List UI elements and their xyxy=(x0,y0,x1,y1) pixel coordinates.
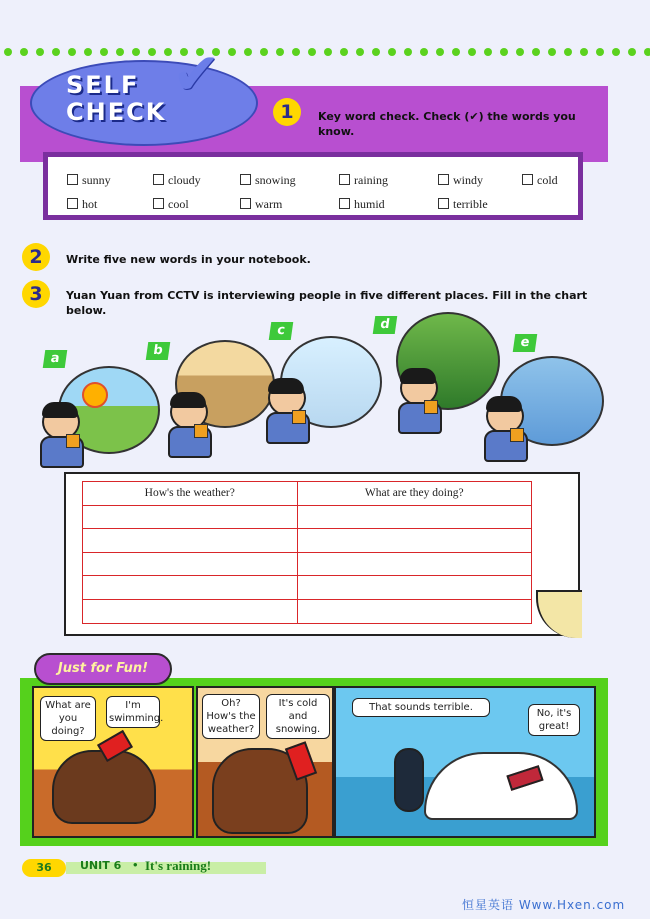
dot xyxy=(164,48,172,56)
speech-bubble: That sounds terrible. xyxy=(352,698,490,717)
title-line1: SELF xyxy=(66,71,140,99)
word-check-item[interactable]: hot xyxy=(67,197,97,212)
checkbox[interactable] xyxy=(153,174,164,185)
bear-illustration xyxy=(52,750,156,824)
penguin-illustration xyxy=(394,748,424,812)
weather-activity-chart xyxy=(82,481,532,624)
checkbox[interactable] xyxy=(339,174,350,185)
picture-label-e: e xyxy=(513,334,538,352)
dot xyxy=(532,48,540,56)
checkbox[interactable] xyxy=(339,198,350,209)
dot xyxy=(100,48,108,56)
bullet-separator: • xyxy=(133,857,138,872)
word-check-item[interactable]: snowing xyxy=(240,173,296,188)
dot xyxy=(372,48,380,56)
reporter-illustration xyxy=(480,398,526,460)
dot xyxy=(132,48,140,56)
just-for-fun-label: Just for Fun! xyxy=(34,653,172,685)
dot xyxy=(36,48,44,56)
dot xyxy=(580,48,588,56)
dot xyxy=(292,48,300,56)
chart-cell[interactable] xyxy=(83,599,298,623)
chart-cell[interactable] xyxy=(83,505,298,529)
dot xyxy=(260,48,268,56)
iceberg-illustration xyxy=(424,752,578,820)
word-check-box xyxy=(43,152,583,220)
checkbox[interactable] xyxy=(67,174,78,185)
dot xyxy=(436,48,444,56)
word-check-item[interactable]: raining xyxy=(339,173,388,188)
reporter-illustration xyxy=(36,404,82,466)
table-row xyxy=(83,529,532,553)
dot xyxy=(228,48,236,56)
word-check-item[interactable]: cool xyxy=(153,197,189,212)
speech-bubble: It's cold and snowing. xyxy=(266,694,330,739)
picture-label-d: d xyxy=(373,316,398,334)
dot xyxy=(276,48,284,56)
section3-instruction: Yuan Yuan from CCTV is interviewing people in five different places. Fill in the chart below. xyxy=(66,289,588,317)
unit-title: It's raining! xyxy=(145,858,212,873)
picture-label-b: b xyxy=(146,342,171,360)
word-check-item[interactable]: windy xyxy=(438,173,483,188)
dot xyxy=(4,48,12,56)
speech-bubble: Oh? How's the weather? xyxy=(202,694,260,739)
chart-header-weather: How's the weather? xyxy=(83,482,298,506)
chart-header-activity: What are they doing? xyxy=(297,482,531,506)
checkbox[interactable] xyxy=(438,174,449,185)
dot xyxy=(404,48,412,56)
dot xyxy=(628,48,636,56)
page-number: 36 xyxy=(22,859,66,877)
checkbox[interactable] xyxy=(240,174,251,185)
dot xyxy=(612,48,620,56)
dot xyxy=(324,48,332,56)
dot xyxy=(596,48,604,56)
dot xyxy=(484,48,492,56)
sun-icon xyxy=(82,382,108,408)
chart-cell[interactable] xyxy=(83,576,298,600)
section-number-1: 1 xyxy=(273,98,301,126)
dot xyxy=(148,48,156,56)
checkbox[interactable] xyxy=(240,198,251,209)
dot xyxy=(468,48,476,56)
word-check-item[interactable]: humid xyxy=(339,197,385,212)
watermark-text: 恒星英语 Www.Hxen.com xyxy=(462,898,626,912)
speech-bubble: What are you doing? xyxy=(40,696,96,741)
checkbox[interactable] xyxy=(522,174,533,185)
speech-bubble: I'm swimming. xyxy=(106,696,160,728)
chart-cell[interactable] xyxy=(83,552,298,576)
dotted-divider xyxy=(0,48,650,58)
dot xyxy=(308,48,316,56)
dot xyxy=(644,48,650,56)
dot xyxy=(84,48,92,56)
checkbox[interactable] xyxy=(67,198,78,209)
dot xyxy=(452,48,460,56)
chart-cell[interactable] xyxy=(297,599,531,623)
chart-cell[interactable] xyxy=(297,529,531,553)
dot xyxy=(20,48,28,56)
reporter-illustration xyxy=(164,394,210,456)
checkmark-icon: ✔ xyxy=(172,40,221,108)
reporter-illustration xyxy=(262,380,308,442)
title-line2: CHECK xyxy=(66,98,167,126)
word-check-item[interactable]: terrible xyxy=(438,197,488,212)
word-check-item[interactable]: cloudy xyxy=(153,173,201,188)
dot xyxy=(116,48,124,56)
dot xyxy=(244,48,252,56)
picture-label-c: c xyxy=(269,322,294,340)
table-row xyxy=(83,505,532,529)
checkbox[interactable] xyxy=(153,198,164,209)
chart-cell[interactable] xyxy=(297,552,531,576)
dot xyxy=(564,48,572,56)
dot xyxy=(548,48,556,56)
chart-cell[interactable] xyxy=(83,529,298,553)
table-row xyxy=(83,599,532,623)
section1-instruction: Key word check. Check (✔) the words you know. xyxy=(318,110,576,138)
self-check-title xyxy=(66,72,166,126)
dot xyxy=(516,48,524,56)
dot xyxy=(52,48,60,56)
section-number-2: 2 xyxy=(22,243,50,271)
unit-label: UNIT 6 xyxy=(80,859,122,872)
dot xyxy=(340,48,348,56)
table-row xyxy=(83,576,532,600)
section-number-3: 3 xyxy=(22,280,50,308)
reporter-illustration xyxy=(394,370,440,432)
word-check-item[interactable]: cold xyxy=(522,173,558,188)
checkbox[interactable] xyxy=(438,198,449,209)
table-row xyxy=(83,552,532,576)
speech-bubble: No, it's great! xyxy=(528,704,580,736)
dot xyxy=(388,48,396,56)
picture-label-a: a xyxy=(43,350,68,368)
dot xyxy=(500,48,508,56)
dot xyxy=(420,48,428,56)
chart-cell[interactable] xyxy=(297,505,531,529)
word-check-item[interactable]: warm xyxy=(240,197,282,212)
word-check-item[interactable]: sunny xyxy=(67,173,111,188)
chart-cell[interactable] xyxy=(297,576,531,600)
section2-instruction: Write five new words in your notebook. xyxy=(66,253,311,266)
dot xyxy=(68,48,76,56)
dot xyxy=(356,48,364,56)
